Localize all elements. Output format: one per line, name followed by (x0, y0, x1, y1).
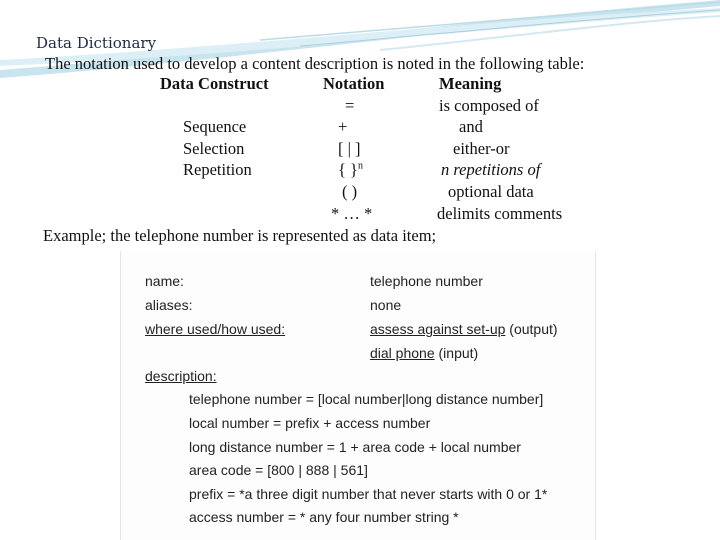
description-line: local number = prefix + access number (189, 415, 431, 431)
figure-where-used-value-1 (370, 321, 558, 337)
table-row (0, 96, 720, 118)
row-meaning: is composed of (439, 96, 539, 115)
row-meaning: delimits comments (437, 204, 563, 223)
table-header-row (0, 74, 720, 96)
row-construct: Selection (183, 139, 245, 158)
row-notation: * … * (331, 204, 373, 223)
table-row (0, 139, 720, 161)
table-row (0, 117, 720, 139)
row-notation: ( ) (342, 182, 358, 201)
notation-superscript: n (357, 160, 363, 172)
figure-aliases-label: aliases: (145, 297, 193, 313)
header-meaning: Meaning (439, 74, 502, 93)
table-row (0, 204, 720, 226)
row-meaning: n repetitions of (441, 160, 541, 179)
where-used-item: assess against set-up (370, 321, 506, 337)
description-line: area code = [800 | 888 | 561] (189, 462, 368, 478)
table-row (0, 182, 720, 204)
description-line: telephone number = [local number|long distance number] (189, 391, 544, 407)
description-line: long distance number = 1 + area code + local number (189, 439, 521, 455)
row-meaning: and (459, 117, 483, 136)
row-notation: = (345, 96, 355, 115)
figure-aliases-value: none (370, 297, 402, 313)
figure-description-label: description: (145, 368, 217, 384)
example-text: Example; the telephone number is represented as data item; (43, 226, 437, 245)
row-construct: Repetition (183, 160, 252, 179)
row-notation (338, 160, 363, 180)
figure-where-used-label: where used/how used: (145, 321, 286, 337)
figure-name-value: telephone number (370, 273, 483, 289)
header-data-construct: Data Construct (160, 74, 269, 93)
where-used-item: dial phone (370, 345, 435, 361)
header-notation: Notation (323, 74, 385, 93)
row-construct: Sequence (183, 117, 247, 136)
description-line: access number = * any four number string * (189, 509, 459, 525)
description-line: prefix = *a three digit number that never starts with 0 or 1* (189, 486, 548, 502)
intro-text: The notation used to develop a content description is noted in the following table: (45, 54, 585, 73)
row-notation: [ | ] (338, 139, 361, 158)
where-used-mode: (input) (434, 345, 479, 361)
row-notation: + (338, 117, 348, 136)
table-row (0, 160, 720, 182)
slide-title: Data Dictionary (36, 34, 157, 52)
figure-name-label: name: (145, 273, 184, 289)
row-meaning: either-or (453, 139, 510, 158)
row-meaning: optional data (448, 182, 534, 201)
figure-where-used-value-2 (370, 345, 478, 361)
where-used-mode: (output) (505, 321, 558, 337)
data-dictionary-figure (120, 251, 596, 540)
notation-braces: { } (338, 160, 358, 179)
